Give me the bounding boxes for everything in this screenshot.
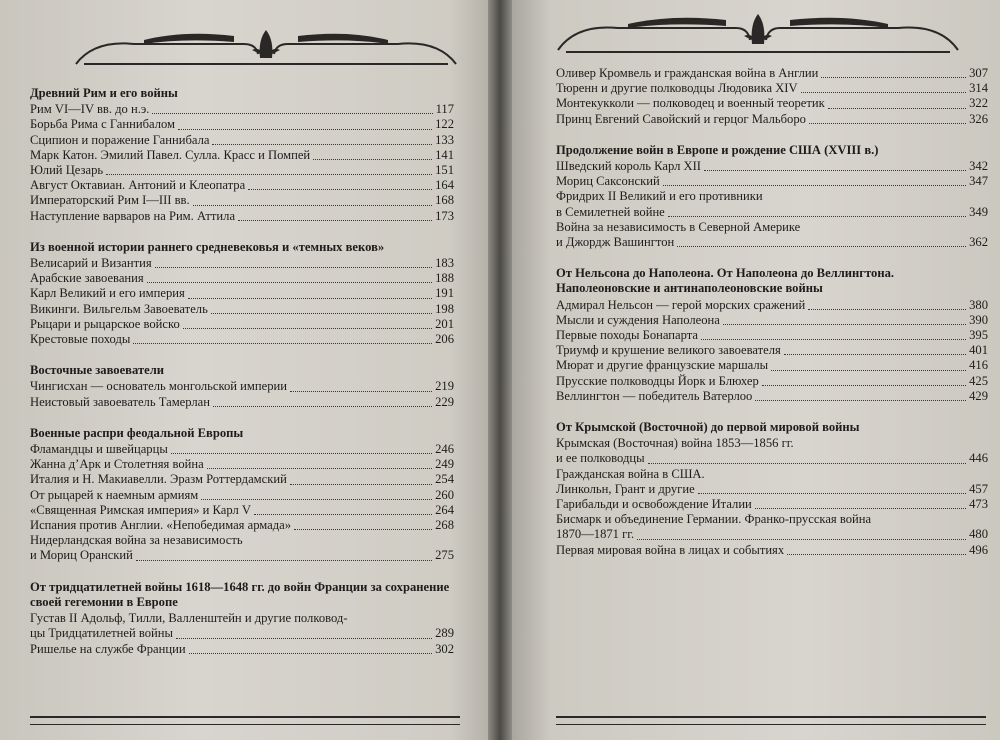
entry-title-line-1: Бисмарк и объединение Германии. Франко-прусская война bbox=[556, 512, 872, 527]
dot-leader bbox=[201, 499, 432, 500]
toc-entry[interactable] bbox=[556, 543, 988, 558]
toc-entry[interactable] bbox=[30, 178, 454, 193]
page-number: 268 bbox=[435, 518, 454, 533]
entry-title: Наступление варваров на Рим. Аттила bbox=[30, 208, 236, 223]
toc-entry[interactable] bbox=[30, 442, 454, 457]
toc-entry[interactable] bbox=[30, 302, 454, 317]
dot-leader bbox=[207, 468, 432, 469]
dot-leader bbox=[133, 343, 432, 344]
toc-section bbox=[556, 420, 988, 558]
toc-entry[interactable] bbox=[556, 358, 988, 373]
entry-title: Мориц Саксонский bbox=[556, 174, 660, 189]
right-table-of-contents bbox=[556, 66, 988, 574]
page-number: 480 bbox=[969, 527, 988, 542]
page-number: 326 bbox=[969, 111, 988, 126]
toc-entry[interactable] bbox=[556, 389, 988, 404]
dot-leader bbox=[238, 220, 432, 221]
section-title: Военные распри феодальной Европы bbox=[30, 425, 244, 440]
entry-title: Велисарий и Византия bbox=[30, 256, 152, 271]
page-number: 122 bbox=[435, 117, 454, 132]
page-number: 362 bbox=[969, 235, 988, 250]
entry-title: Монтекукколи — полководец и военный теоретик bbox=[556, 96, 825, 111]
entry-title: Гарибальди и освобождение Италии bbox=[556, 497, 752, 512]
page-number: 496 bbox=[969, 542, 988, 557]
toc-section bbox=[30, 426, 454, 564]
entry-title: Юлий Цезарь bbox=[30, 163, 104, 178]
entry-title: Мысли и суждения Наполеона bbox=[556, 312, 720, 327]
page-number: 117 bbox=[435, 102, 454, 117]
page-number: 260 bbox=[435, 487, 454, 502]
toc-entry[interactable] bbox=[30, 395, 454, 410]
entry-title-line-2: Линкольн, Грант и другие bbox=[556, 481, 695, 496]
toc-entry[interactable] bbox=[30, 271, 454, 286]
toc-entry[interactable] bbox=[30, 379, 454, 394]
entry-title-line-1: Густав II Адольф, Тилли, Валленштейн и другие полковод- bbox=[30, 611, 348, 626]
entry-title: Оливер Кромвель и гражданская война в Англии bbox=[556, 66, 819, 80]
dot-leader bbox=[106, 174, 432, 175]
bottom-rule bbox=[30, 716, 460, 725]
dot-leader bbox=[212, 144, 432, 145]
toc-entry[interactable] bbox=[30, 117, 454, 132]
section-title: Продолжение войн в Европе и рождение США (XVIII в.) bbox=[556, 142, 879, 157]
page-number: 249 bbox=[435, 457, 454, 472]
left-table-of-contents bbox=[30, 86, 454, 673]
toc-entry[interactable] bbox=[556, 66, 988, 81]
right-page bbox=[512, 0, 1000, 740]
dot-leader bbox=[648, 463, 967, 464]
dot-leader bbox=[183, 328, 432, 329]
page-number: 188 bbox=[435, 271, 454, 286]
dot-leader bbox=[701, 339, 966, 340]
toc-entry[interactable] bbox=[30, 317, 454, 332]
dot-leader bbox=[784, 354, 966, 355]
dot-leader bbox=[808, 309, 966, 310]
dot-leader bbox=[155, 267, 432, 268]
page-number: 151 bbox=[435, 163, 454, 178]
toc-entry[interactable] bbox=[30, 256, 454, 271]
dot-leader bbox=[677, 246, 966, 247]
page-number: 390 bbox=[969, 312, 988, 327]
entry-title: Викинги. Вильгельм Завоеватель bbox=[30, 301, 208, 316]
page-number: 201 bbox=[435, 316, 454, 331]
page-number: 446 bbox=[969, 451, 988, 466]
entry-title-line-2: и Джордж Вашингтон bbox=[556, 235, 675, 250]
dot-leader bbox=[762, 385, 966, 386]
dot-leader bbox=[290, 391, 432, 392]
dot-leader bbox=[248, 189, 432, 190]
section-title: Из военной истории раннего средневековья и «темных веков» bbox=[30, 239, 385, 254]
dot-leader bbox=[254, 514, 432, 515]
page-number: 191 bbox=[435, 286, 454, 301]
section-title: Восточные завоеватели bbox=[30, 363, 165, 378]
toc-entry[interactable] bbox=[556, 174, 988, 189]
toc-entry[interactable] bbox=[30, 286, 454, 301]
toc-entry[interactable] bbox=[30, 102, 454, 117]
page-number: 229 bbox=[435, 394, 454, 409]
toc-entry[interactable] bbox=[30, 503, 454, 518]
section-title: От Нельсона до Наполеона. От Наполеона до Веллингтона. Наполеоновские и антинаполеоновские войны bbox=[556, 266, 895, 296]
header-ornament-icon bbox=[74, 20, 458, 70]
entry-title-line-1: Гражданская война в США. bbox=[556, 466, 705, 481]
entry-title: Август Октавиан. Антоний и Клеопатра bbox=[30, 178, 246, 193]
dot-leader bbox=[294, 529, 432, 530]
toc-entry[interactable] bbox=[556, 189, 988, 219]
toc-entry[interactable] bbox=[30, 518, 454, 533]
dot-leader bbox=[663, 185, 966, 186]
page-number: 183 bbox=[435, 256, 454, 271]
dot-leader bbox=[136, 560, 432, 561]
dot-leader bbox=[755, 508, 966, 509]
toc-entry[interactable] bbox=[30, 472, 454, 487]
toc-entry[interactable] bbox=[30, 148, 454, 163]
entry-title: От рыцарей к наемным армиям bbox=[30, 487, 199, 502]
entry-title: Мюрат и другие французские маршалы bbox=[556, 358, 769, 373]
entry-title: Императорский Рим I—III вв. bbox=[30, 193, 190, 208]
dot-leader bbox=[211, 313, 432, 314]
entry-title: Испания против Англии. «Непобедимая армада» bbox=[30, 518, 292, 533]
entry-title: Крестовые походы bbox=[30, 332, 131, 347]
toc-entry[interactable] bbox=[30, 457, 454, 472]
entry-title: Рим VI—IV вв. до н.э. bbox=[30, 102, 150, 117]
entry-title-line-2: и ее полководцы bbox=[556, 451, 645, 466]
dot-leader bbox=[698, 493, 966, 494]
page-number: 416 bbox=[969, 358, 988, 373]
dot-leader bbox=[188, 298, 432, 299]
entry-title: Жанна д’Арк и Столетняя война bbox=[30, 457, 204, 472]
dot-leader bbox=[176, 638, 432, 639]
toc-entry[interactable] bbox=[556, 313, 988, 328]
dot-leader bbox=[809, 123, 966, 124]
entry-title-line-1: Фридрих II Великий и его противники bbox=[556, 189, 763, 204]
entry-title: Тюренн и другие полководцы Людовика XIV bbox=[556, 81, 798, 96]
entry-title: Веллингтон — победитель Ватерлоо bbox=[556, 388, 753, 403]
book-gutter bbox=[488, 0, 512, 740]
toc-section bbox=[556, 143, 988, 250]
dot-leader bbox=[171, 453, 432, 454]
page-number: 307 bbox=[969, 66, 988, 80]
toc-entry[interactable] bbox=[556, 298, 988, 313]
toc-section bbox=[556, 266, 988, 404]
entry-title: Триумф и крушение великого завоевателя bbox=[556, 343, 781, 358]
toc-section bbox=[30, 580, 454, 657]
bottom-rule bbox=[556, 716, 986, 725]
toc-entry[interactable] bbox=[556, 512, 988, 542]
entry-title: Ришелье на службе Франции bbox=[30, 641, 186, 656]
dot-leader bbox=[668, 216, 966, 217]
toc-entry[interactable] bbox=[556, 467, 988, 497]
dot-leader bbox=[290, 484, 432, 485]
toc-section bbox=[30, 240, 454, 347]
entry-title-line-1: Крымская (Восточная) война 1853—1856 гг. bbox=[556, 436, 794, 451]
page-number: 314 bbox=[969, 81, 988, 96]
page-number: 275 bbox=[435, 548, 454, 563]
dot-leader bbox=[213, 406, 432, 407]
toc-entry[interactable] bbox=[30, 332, 454, 347]
page-number: 473 bbox=[969, 497, 988, 512]
entry-title: Сципион и поражение Ганнибала bbox=[30, 132, 210, 147]
dot-leader bbox=[755, 400, 966, 401]
entry-title: Принц Евгений Савойский и герцог Мальборо bbox=[556, 111, 806, 126]
section-title: От Крымской (Восточной) до первой мировой войны bbox=[556, 420, 860, 435]
toc-entry[interactable] bbox=[556, 374, 988, 389]
page-number: 168 bbox=[435, 193, 454, 208]
entry-title: Италия и Н. Макиавелли. Эразм Роттердамский bbox=[30, 472, 287, 487]
entry-title: Адмирал Нельсон — герой морских сражений bbox=[556, 297, 806, 312]
toc-entry[interactable] bbox=[556, 343, 988, 358]
entry-title: Прусские полководцы Йорк и Блюхер bbox=[556, 373, 759, 388]
toc-entry[interactable] bbox=[30, 611, 454, 641]
toc-entry[interactable] bbox=[556, 436, 988, 466]
page-number: 133 bbox=[435, 132, 454, 147]
page-number: 198 bbox=[435, 301, 454, 316]
toc-entry[interactable] bbox=[30, 209, 454, 224]
toc-entry[interactable] bbox=[556, 497, 988, 512]
page-number: 347 bbox=[969, 174, 988, 189]
page-number: 429 bbox=[969, 388, 988, 403]
toc-entry[interactable] bbox=[30, 193, 454, 208]
toc-section bbox=[30, 86, 454, 224]
entry-title: Борьба Рима с Ганнибалом bbox=[30, 117, 176, 132]
dot-leader bbox=[704, 170, 966, 171]
toc-entry[interactable] bbox=[556, 112, 988, 127]
dot-leader bbox=[178, 129, 432, 130]
toc-entry[interactable] bbox=[556, 96, 988, 111]
toc-entry[interactable] bbox=[30, 642, 454, 657]
dot-leader bbox=[828, 108, 966, 109]
entry-title: Первые походы Бонапарта bbox=[556, 328, 699, 343]
entry-title-line-2: и Мориц Оранский bbox=[30, 548, 133, 563]
entry-title: Неистовый завоеватель Тамерлан bbox=[30, 394, 210, 409]
toc-entry[interactable] bbox=[30, 533, 454, 563]
entry-title-line-2: в Семилетней войне bbox=[556, 204, 665, 219]
page-number: 264 bbox=[435, 502, 454, 517]
entry-title-line-2: 1870—1871 гг. bbox=[556, 527, 635, 542]
entry-title: Фламандцы и швейцарцы bbox=[30, 442, 168, 457]
page-number: 246 bbox=[435, 442, 454, 457]
toc-entry[interactable] bbox=[556, 220, 988, 250]
entry-title: Карл Великий и его империя bbox=[30, 286, 185, 301]
page-number: 425 bbox=[969, 373, 988, 388]
page-number: 141 bbox=[435, 147, 454, 162]
entry-title: Арабские завоевания bbox=[30, 271, 144, 286]
toc-section bbox=[30, 363, 454, 410]
page-number: 342 bbox=[969, 159, 988, 174]
entry-title: Шведский король Карл XII bbox=[556, 159, 701, 174]
toc-entry[interactable] bbox=[30, 488, 454, 503]
dot-leader bbox=[771, 370, 966, 371]
dot-leader bbox=[189, 653, 433, 654]
toc-entry[interactable] bbox=[556, 159, 988, 174]
toc-section bbox=[556, 66, 988, 127]
dot-leader bbox=[152, 113, 432, 114]
entry-title: «Священная Римская империя» и Карл V bbox=[30, 502, 252, 517]
page-number: 395 bbox=[969, 328, 988, 343]
entry-title: Рыцари и рыцарское войско bbox=[30, 316, 180, 331]
dot-leader bbox=[787, 554, 966, 555]
page-number: 380 bbox=[969, 297, 988, 312]
section-title: От тридцатилетней войны 1618—1648 гг. до войн Франции за сохранение своей гегемонии в Европе bbox=[30, 579, 450, 609]
dot-leader bbox=[147, 282, 432, 283]
page-number: 302 bbox=[435, 641, 454, 656]
page-number: 164 bbox=[435, 178, 454, 193]
entry-title-line-1: Нидерландская война за независимость bbox=[30, 533, 243, 548]
toc-entry[interactable] bbox=[556, 81, 988, 96]
page-number: 401 bbox=[969, 343, 988, 358]
page-number: 254 bbox=[435, 472, 454, 487]
entry-title: Марк Катон. Эмилий Павел. Сулла. Красс и Помпей bbox=[30, 147, 311, 162]
dot-leader bbox=[313, 159, 432, 160]
page-number: 219 bbox=[435, 379, 454, 394]
dot-leader bbox=[801, 92, 967, 93]
toc-entry[interactable] bbox=[556, 328, 988, 343]
section-title: Древний Рим и его войны bbox=[30, 86, 178, 100]
toc-entry[interactable] bbox=[30, 133, 454, 148]
page-number: 322 bbox=[969, 96, 988, 111]
page-number: 289 bbox=[435, 626, 454, 641]
entry-title-line-1: Война за независимость в Северной Америке bbox=[556, 219, 801, 234]
page-number: 206 bbox=[435, 332, 454, 347]
dot-leader bbox=[193, 205, 432, 206]
left-page bbox=[0, 0, 488, 740]
dot-leader bbox=[637, 539, 966, 540]
dot-leader bbox=[723, 324, 966, 325]
entry-title: Первая мировая война в лицах и событиях bbox=[556, 542, 785, 557]
page-number: 173 bbox=[435, 208, 454, 223]
page-number: 349 bbox=[969, 204, 988, 219]
entry-title-line-2: цы Тридцатилетней войны bbox=[30, 626, 173, 641]
dot-leader bbox=[821, 77, 966, 78]
toc-entry[interactable] bbox=[30, 163, 454, 178]
page-number: 457 bbox=[969, 481, 988, 496]
entry-title: Чингисхан — основатель монгольской империи bbox=[30, 379, 287, 394]
header-ornament-icon bbox=[556, 6, 960, 56]
